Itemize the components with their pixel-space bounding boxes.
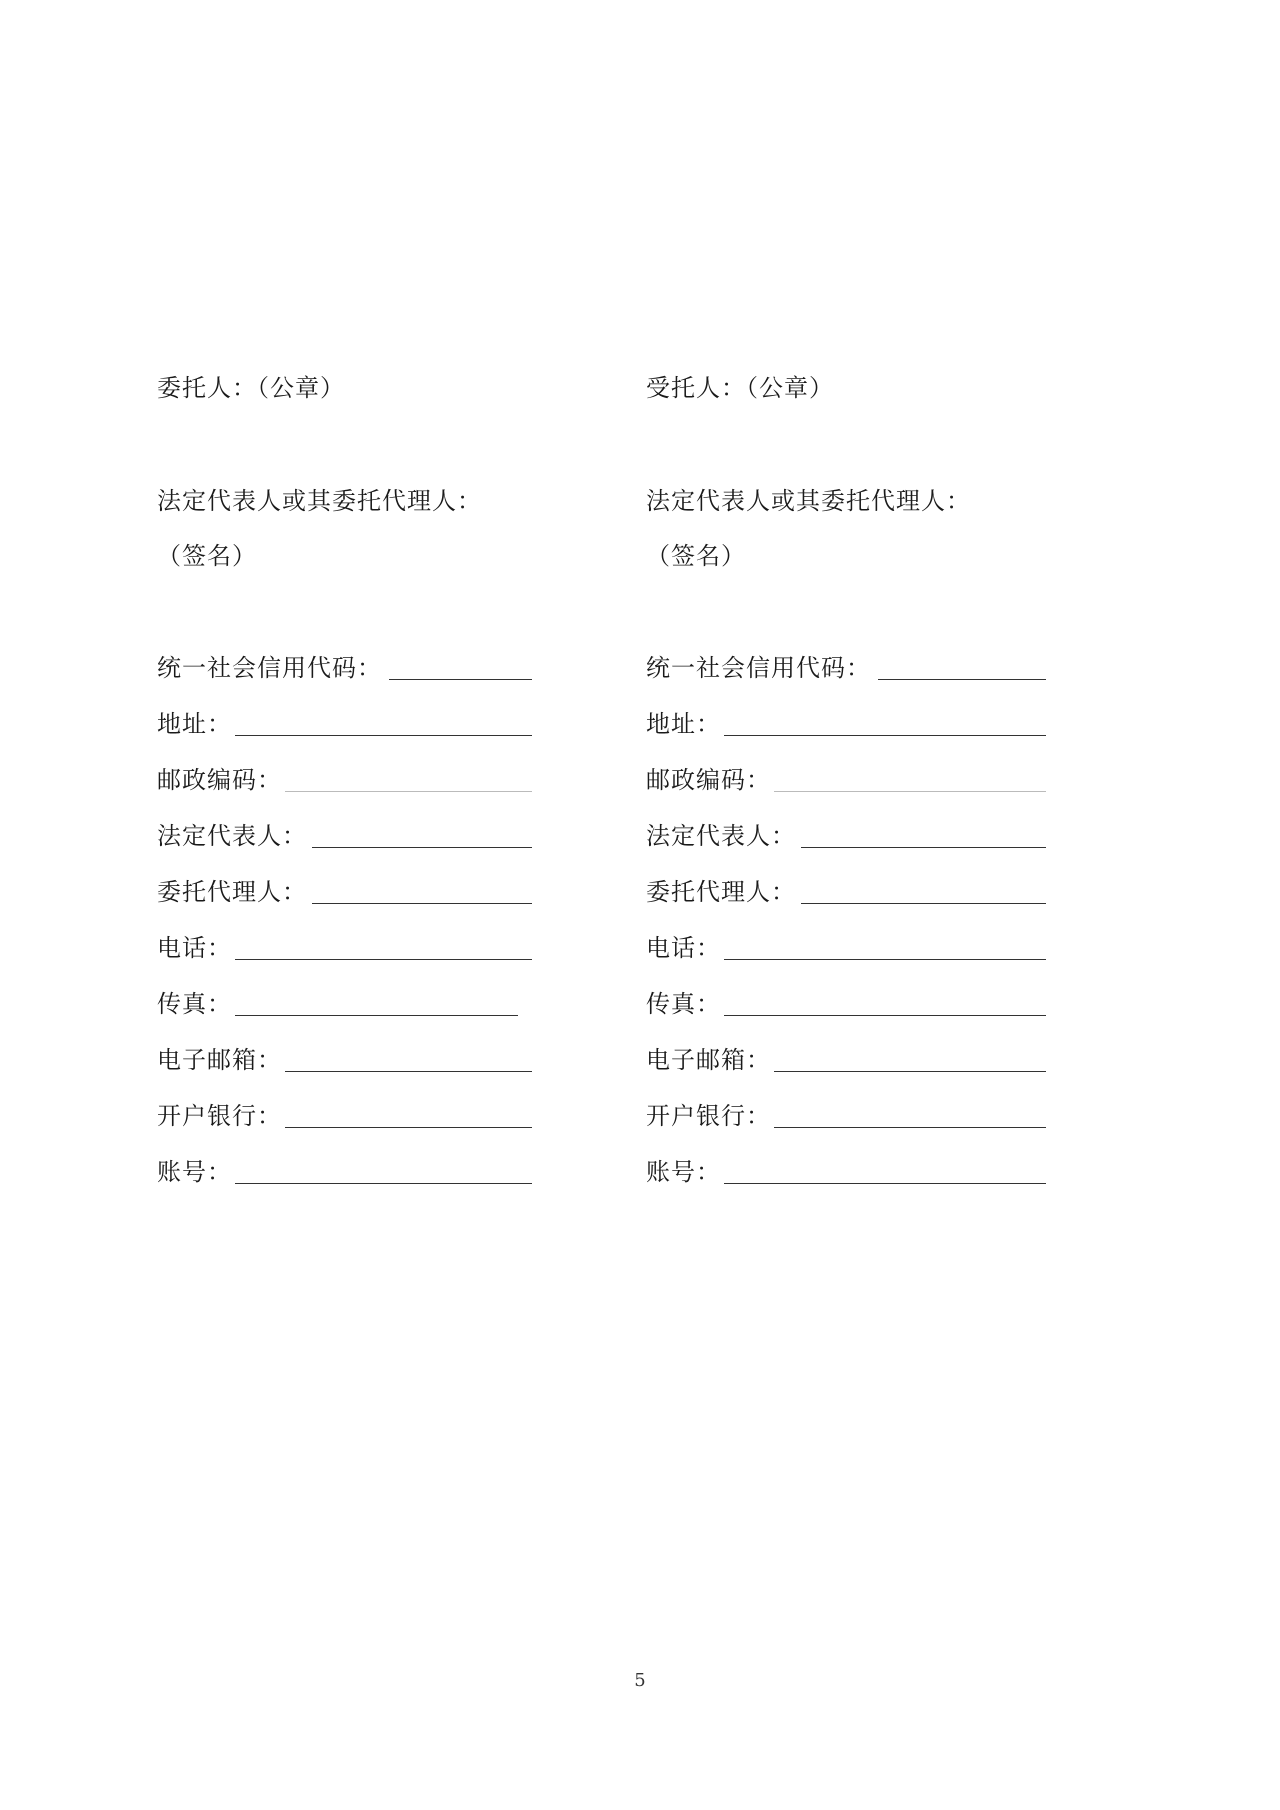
principal-signature-line: （签名） xyxy=(157,542,257,570)
page-number: 5 xyxy=(634,1670,646,1691)
field-label: 地址： xyxy=(157,710,232,738)
fill-in-line[interactable] xyxy=(312,847,532,848)
field-label: 电子邮箱： xyxy=(646,1046,771,1074)
fill-in-line[interactable] xyxy=(285,791,532,792)
field-label: 账号： xyxy=(157,1158,232,1186)
fill-in-line[interactable] xyxy=(235,1015,518,1016)
field-label: 传真： xyxy=(157,990,232,1018)
fill-in-line[interactable] xyxy=(774,1071,1046,1072)
field-label: 统一社会信用代码： xyxy=(157,654,382,682)
field-label: 地址： xyxy=(646,710,721,738)
field-label: 法定代表人： xyxy=(157,822,307,850)
fill-in-line[interactable] xyxy=(801,903,1046,904)
fill-in-line[interactable] xyxy=(724,1015,1046,1016)
principal-representative-line: 法定代表人或其委托代理人： xyxy=(157,487,482,515)
fill-in-line[interactable] xyxy=(878,679,1046,680)
fill-in-line[interactable] xyxy=(235,1183,532,1184)
field-label: 委托代理人： xyxy=(646,878,796,906)
fill-in-line[interactable] xyxy=(312,903,532,904)
fill-in-line[interactable] xyxy=(389,679,532,680)
fill-in-line[interactable] xyxy=(774,791,1046,792)
fill-in-line[interactable] xyxy=(724,1183,1046,1184)
field-label: 开户银行： xyxy=(646,1102,771,1130)
field-label: 开户银行： xyxy=(157,1102,282,1130)
fill-in-line[interactable] xyxy=(724,959,1046,960)
agent-representative-line: 法定代表人或其委托代理人： xyxy=(646,487,971,515)
field-label: 委托代理人： xyxy=(157,878,307,906)
field-label: 电话： xyxy=(157,934,232,962)
fill-in-line[interactable] xyxy=(285,1071,532,1072)
agent-seal-line: 受托人：（公章） xyxy=(646,374,834,402)
agent-signature-line: （签名） xyxy=(646,542,746,570)
field-label: 账号： xyxy=(646,1158,721,1186)
field-label: 法定代表人： xyxy=(646,822,796,850)
fill-in-line[interactable] xyxy=(285,1127,532,1128)
field-label: 统一社会信用代码： xyxy=(646,654,871,682)
fill-in-line[interactable] xyxy=(235,959,532,960)
principal-seal-line: 委托人：（公章） xyxy=(157,374,345,402)
field-label: 电话： xyxy=(646,934,721,962)
fill-in-line[interactable] xyxy=(724,735,1046,736)
fill-in-line[interactable] xyxy=(235,735,532,736)
field-label: 传真： xyxy=(646,990,721,1018)
field-label: 邮政编码： xyxy=(646,766,771,794)
fill-in-line[interactable] xyxy=(801,847,1046,848)
field-label: 电子邮箱： xyxy=(157,1046,282,1074)
fill-in-line[interactable] xyxy=(774,1127,1046,1128)
field-label: 邮政编码： xyxy=(157,766,282,794)
